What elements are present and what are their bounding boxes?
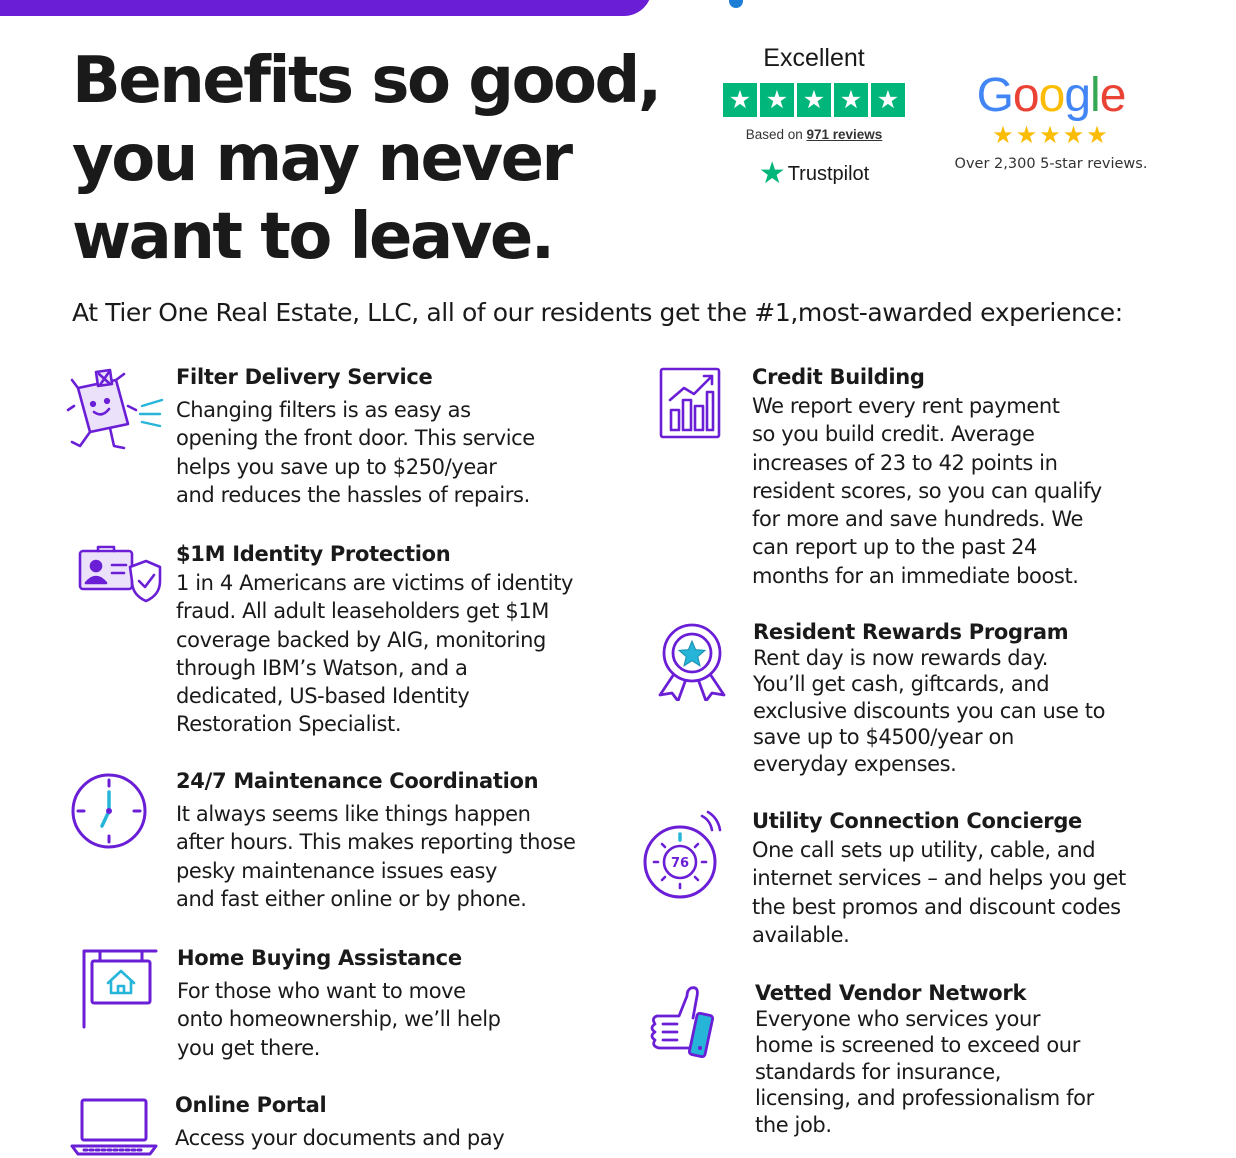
top-brand-bar <box>0 0 652 16</box>
google-stars-icon: ★★★★★ <box>992 121 1110 149</box>
trustpilot-based-on <box>720 127 908 142</box>
trustpilot-review-count-link[interactable]: 971 reviews <box>806 127 883 142</box>
feature-title: Vetted Vendor Network <box>755 981 1027 1005</box>
trustpilot-based-prefix: Based on <box>745 127 803 142</box>
feature-title: Utility Connection Concierge <box>752 809 1082 833</box>
feature-body: It always seems like things happen after hours. This makes reporting those pesky maintenance issues easy and fast either online or by phone. <box>176 802 576 911</box>
trustpilot-rating-label: Excellent <box>763 44 865 72</box>
google-rating <box>944 70 1158 172</box>
intro-text: At Tier One Real Estate, LLC, all of our residents get the #1,most-awarded experience: <box>72 298 1123 327</box>
trustpilot-star-icon: ★ <box>871 83 905 117</box>
headline <box>72 42 660 276</box>
trustpilot-brand-name: Trustpilot <box>787 163 870 185</box>
feature-title: Credit Building <box>752 365 925 389</box>
thumbs-up-icon <box>647 982 729 1062</box>
trustpilot-rating <box>720 44 908 191</box>
google-logo-letter: G <box>976 69 1013 122</box>
feature-body: 1 in 4 Americans are victims of identity fraud. All adult leaseholders get $1M coverage backed by AIG, monitoring through IBM’s Watson, and a dedicated, US-based Identity Restoration Specialist. <box>176 571 574 737</box>
feature-body: We report every rent payment so you build credit. Average increases of 23 to 42 points in resident scores, so you can qualify for more and save hundreds. We can report up to the past 24 months for an immediate boost. <box>752 394 1102 588</box>
feature-body: Access your documents and pay <box>175 1126 505 1150</box>
google-logo <box>944 70 1158 122</box>
feature-body: Changing filters is as easy as opening the front door. This service helps you save up to $250/year and reduces the hassles of repairs. <box>176 398 535 507</box>
top-badge-icon <box>729 0 743 8</box>
trustpilot-star-icon: ★ <box>834 83 868 117</box>
feature-online-portal <box>66 1092 626 1152</box>
trustpilot-logo <box>720 156 908 191</box>
thermostat-icon <box>640 808 726 904</box>
thermostat-reading: 76 <box>670 856 690 871</box>
feature-title: 24/7 Maintenance Coordination <box>176 769 539 793</box>
headline-line: want to leave. <box>72 200 553 274</box>
feature-title: Online Portal <box>175 1093 327 1117</box>
feature-title: Home Buying Assistance <box>177 946 462 970</box>
trustpilot-star-icon: ★ <box>760 83 794 117</box>
feature-body: Rent day is now rewards day. You’ll get cash, giftcards, and exclusive discounts you can use to save up to $4500/year on everyday expenses. <box>753 646 1106 776</box>
feature-body: One call sets up utility, cable, and internet services – and helps you get the best promos and discount codes available. <box>752 838 1126 947</box>
feature-title: Resident Rewards Program <box>753 620 1069 644</box>
trustpilot-logo-star-icon: ★ <box>758 157 786 190</box>
trustpilot-star-icon: ★ <box>797 83 831 117</box>
trustpilot-star-icon: ★ <box>723 83 757 117</box>
bar-chart-growth-icon <box>658 366 724 440</box>
google-logo-letter: e <box>1099 69 1126 122</box>
feature-title: Filter Delivery Service <box>176 365 433 389</box>
google-logo-letter: o <box>1038 69 1065 122</box>
feature-body: Everyone who services your home is screened to exceed our standards for insurance, licensing, and professionalism for the job. <box>755 1007 1094 1137</box>
feature-body: For those who want to move onto homeownership, we’ll help you get there. <box>177 979 501 1060</box>
google-logo-letter: o <box>1012 69 1039 122</box>
filter-box-mascot-icon <box>66 366 166 452</box>
id-card-shield-icon <box>76 545 166 605</box>
feature-title: $1M Identity Protection <box>176 542 451 566</box>
google-logo-letter: g <box>1064 69 1091 122</box>
google-logo-letter: l <box>1090 69 1100 122</box>
google-review-subtitle: Over 2,300 5-star reviews. <box>954 156 1148 172</box>
headline-line: you may never <box>72 122 571 196</box>
headline-line: Benefits so good, <box>72 44 660 118</box>
trustpilot-stars <box>720 83 908 117</box>
award-ribbon-icon <box>654 621 730 701</box>
clock-icon <box>68 770 150 852</box>
laptop-icon <box>70 1096 160 1158</box>
house-sign-icon <box>76 947 162 1029</box>
